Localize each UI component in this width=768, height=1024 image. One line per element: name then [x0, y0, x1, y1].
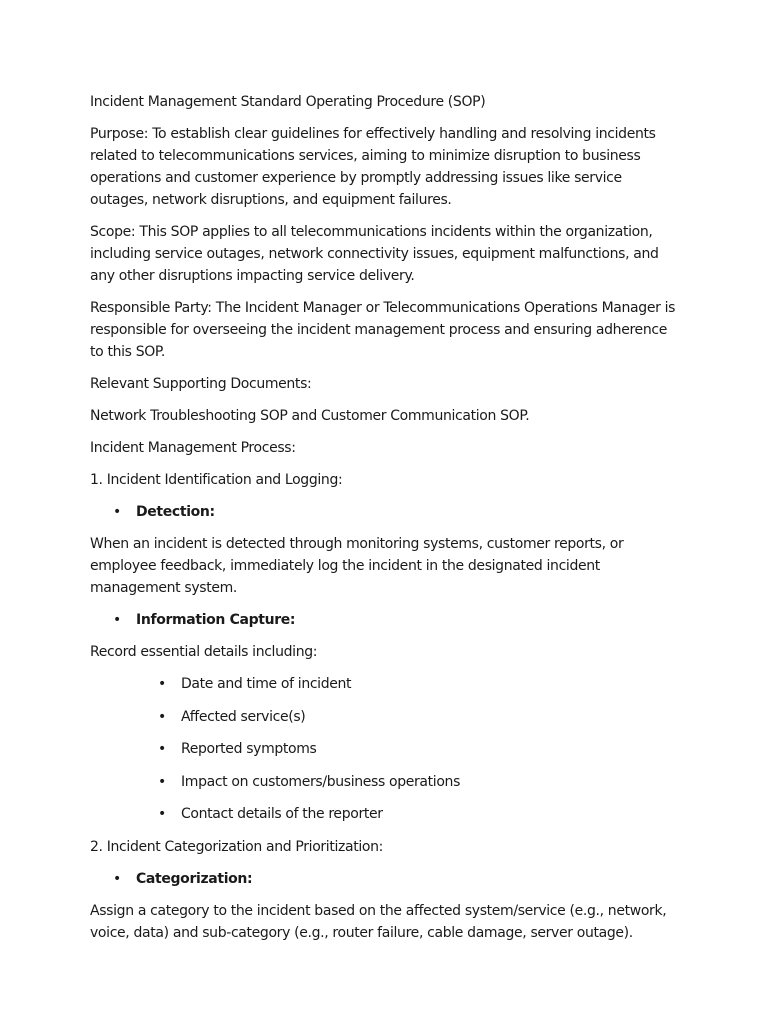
list-item: • Date and time of incident — [90, 673, 680, 695]
scope-paragraph: Scope: This SOP applies to all telecommunications incidents within the organization, including service outages, network connectivity issues, equipment malfunctions, and any other disruptions impacting service delivery. — [90, 224, 659, 284]
step2-heading: 2. Incident Categorization and Prioritization: — [90, 838, 384, 855]
purpose-paragraph: Purpose: To establish clear guidelines for effectively handling and resolving incidents related to telecommunications services, aiming to minimize disruption to business operations and customer experience by promptly addressing issues like service outages, network disruptions, and equipment failures. — [90, 126, 656, 208]
detection-paragraph: When an incident is detected through monitoring systems, customer reports, or employee feedback, immediately log the incident in the designated incident management system. — [90, 536, 624, 596]
list-item: • Impact on customers/business operations — [90, 771, 680, 793]
information-capture-list — [90, 673, 680, 825]
information-capture-bullet: • Information Capture: — [90, 609, 680, 631]
responsible-party-paragraph: Responsible Party: The Incident Manager or Telecommunications Operations Manager is responsible for overseeing the incident management process and ensuring adherence to this SOP. — [90, 300, 676, 360]
list-item: • Affected service(s) — [90, 706, 680, 728]
detection-bullet: • Detection: — [90, 501, 680, 523]
list-item: • Reported symptoms — [90, 738, 680, 760]
list-item: • Contact details of the reporter — [90, 803, 680, 825]
step1-heading: 1. Incident Identification and Logging: — [90, 472, 343, 488]
supporting-docs-heading: Relevant Supporting Documents: — [90, 376, 312, 392]
document-body — [90, 91, 680, 954]
information-capture-paragraph: Record essential details including: — [90, 644, 318, 660]
supporting-docs-paragraph: Network Troubleshooting SOP and Customer Communication SOP. — [90, 408, 530, 424]
process-heading: Incident Management Process: — [90, 440, 296, 456]
categorization-paragraph: Assign a category to the incident based on the affected system/service (e.g., network, voice, data) and sub-category (e.g., router failure, cable damage, server outage). — [90, 902, 667, 941]
document-title: Incident Management Standard Operating Procedure (SOP) — [90, 94, 486, 110]
categorization-bullet: • Categorization: — [90, 868, 680, 890]
